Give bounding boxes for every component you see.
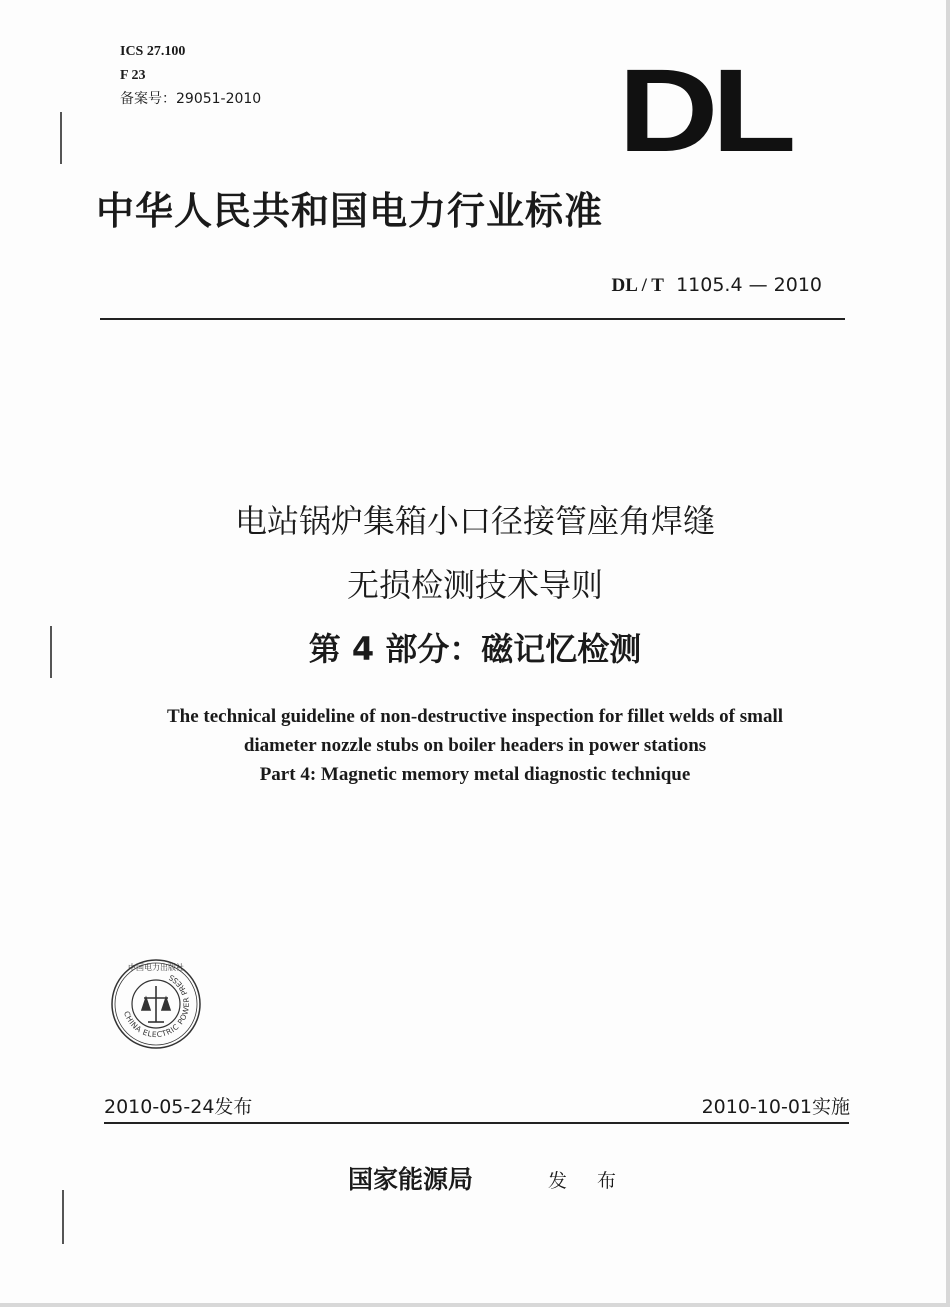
standard-number: [612, 274, 822, 297]
record-number: 备案号：29051-2010: [120, 91, 262, 107]
issuing-authority: 国家能源局: [348, 1165, 474, 1194]
title-en-line2: diameter nozzle stubs on boiler headers in power stations: [243, 735, 707, 756]
footer-divider: [104, 1122, 849, 1124]
ics-code: [120, 42, 185, 61]
ccs-code: [120, 66, 146, 85]
binding-mark-top: [60, 112, 62, 164]
title-cn-line1: 电站锅炉集箱小口径接管座角焊缝: [234, 502, 715, 540]
seal-ring-textpath: CHINA ELECTRIC POWER PRESS: [122, 972, 192, 1040]
page-edge-bottom: [0, 1303, 950, 1307]
standard-category-title: 中华人民共和国电力行业标准: [96, 188, 604, 233]
issue-action: 发 布: [548, 1170, 629, 1192]
title-en-line1: The technical guideline of non-destructive inspection for fillet welds of small: [166, 706, 784, 727]
binding-mark-bottom: [62, 1190, 64, 1244]
ccs-code-text: F 23: [120, 68, 146, 83]
ics-code-text: ICS 27.100: [120, 44, 186, 59]
standard-number-prefix: DL / T: [611, 275, 664, 296]
header-divider: [100, 318, 845, 320]
implementation-date: 2010-10-01实施: [701, 1096, 850, 1118]
title-en-line3: Part 4: Magnetic memory metal diagnostic technique: [259, 764, 691, 785]
issue-date: 2010-05-24发布: [104, 1096, 253, 1118]
title-cn-line2: 无损检测技术导则: [346, 566, 603, 604]
seal-top-text: 中国电力出版社: [128, 963, 184, 972]
title-cn-line3: 第 4 部分：磁记忆检测: [308, 630, 642, 668]
seal-emblem-icon: [142, 986, 170, 1022]
standard-number-value: 1105.4 — 2010: [676, 274, 822, 296]
dl-logo: DL: [618, 45, 790, 177]
